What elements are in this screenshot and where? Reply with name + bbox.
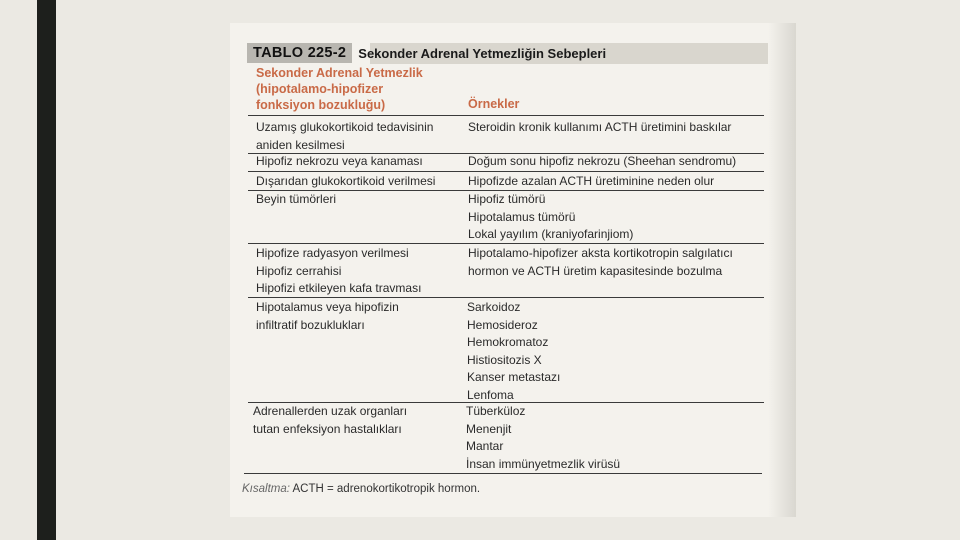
text-line: infiltratif bozuklukları	[256, 317, 365, 332]
scanned-table-page	[230, 23, 796, 517]
text-line: Mantar	[466, 439, 504, 454]
text-line: aniden kesilmesi	[256, 137, 345, 152]
row-3-examples	[468, 173, 714, 191]
header-line: (hipotalamo-hipofizer	[256, 82, 384, 96]
page-binding-shadow	[768, 23, 796, 517]
text-line: Sarkoidoz	[467, 300, 521, 314]
footnote-text: ACTH = adrenokortikotropik hormon.	[292, 483, 481, 495]
text-line: Menenjit	[466, 421, 512, 436]
text-line: Dışarıdan glukokortikoid verilmesi	[256, 174, 436, 188]
text-line: Histiositozis X	[467, 352, 542, 367]
row-6-examples	[467, 299, 560, 405]
text-line: Hipotalamus veya hipofizin	[256, 300, 399, 314]
row-4-examples	[468, 191, 633, 244]
text-line: Tüberküloz	[466, 404, 526, 418]
row-2-examples	[468, 153, 736, 171]
row-1-examples	[468, 119, 731, 137]
row-rule	[248, 297, 764, 298]
text-line: Hipofiz nekrozu veya kanaması	[256, 154, 423, 168]
table-footnote	[242, 483, 480, 495]
text-line: Lokal yayılım (kraniyofarinjiom)	[468, 227, 634, 242]
column-header-cause	[256, 65, 461, 113]
table-title-row	[247, 43, 606, 63]
footnote-label: Kısaltma:	[242, 483, 290, 495]
text-line: Hipofiz cerrahisi	[256, 263, 342, 278]
text-line: Lenfoma	[467, 387, 514, 402]
text-line: İnsan immünyetmezlik virüsü	[466, 456, 621, 471]
text-line: Adrenallerden uzak organları	[253, 404, 408, 418]
row-5-examples	[468, 245, 733, 280]
text-line: Steroidin kronik kullanımı ACTH üretimini baskılar	[468, 120, 732, 134]
text-line: Doğum sonu hipofiz nekrozu (Sheehan sendromu)	[468, 154, 737, 168]
text-line: Hipotalamo-hipofizer aksta kortikotropin salgılatıcı	[468, 246, 733, 260]
row-5-cause	[256, 245, 421, 298]
header-rule	[248, 115, 764, 116]
row-4-cause	[256, 191, 336, 209]
column-header-examples: Örnekler	[468, 97, 520, 111]
row-6-cause	[256, 299, 399, 334]
text-line: Hipofiz tümörü	[468, 192, 546, 206]
text-line: Beyin tümörleri	[256, 192, 337, 206]
row-3-cause	[256, 173, 435, 191]
slide-left-bar	[37, 0, 56, 540]
text-line: Hipotalamus tümörü	[468, 209, 576, 224]
row-1-cause	[256, 119, 433, 154]
text-line: Hipofizi etkileyen kafa travması	[256, 281, 422, 296]
row-7-cause	[253, 403, 407, 438]
text-line: Hipofizde azalan ACTH üretiminine neden olur	[468, 174, 715, 188]
row-rule	[248, 243, 764, 244]
text-line: hormon ve ACTH üretim kapasitesinde bozulma	[468, 263, 723, 278]
table-number-badge: TABLO 225-2	[247, 43, 352, 63]
table-title: Sekonder Adrenal Yetmezliğin Sebepleri	[358, 45, 607, 61]
text-line: Uzamış glukokortikoid tedavisinin	[256, 120, 434, 134]
text-line: Kanser metastazı	[467, 370, 561, 385]
text-line: Hemokromatoz	[467, 335, 549, 350]
text-line: Hemosideroz	[467, 317, 538, 332]
row-rule	[248, 171, 764, 172]
row-2-cause	[256, 153, 423, 171]
header-line: Sekonder Adrenal Yetmezlik	[256, 66, 423, 80]
text-line: Hipofize radyasyon verilmesi	[256, 246, 409, 260]
table-bottom-rule	[244, 473, 762, 474]
text-line: tutan enfeksiyon hastalıkları	[253, 421, 402, 436]
row-7-examples	[466, 403, 620, 473]
header-line: fonksiyon bozukluğu)	[256, 98, 386, 112]
